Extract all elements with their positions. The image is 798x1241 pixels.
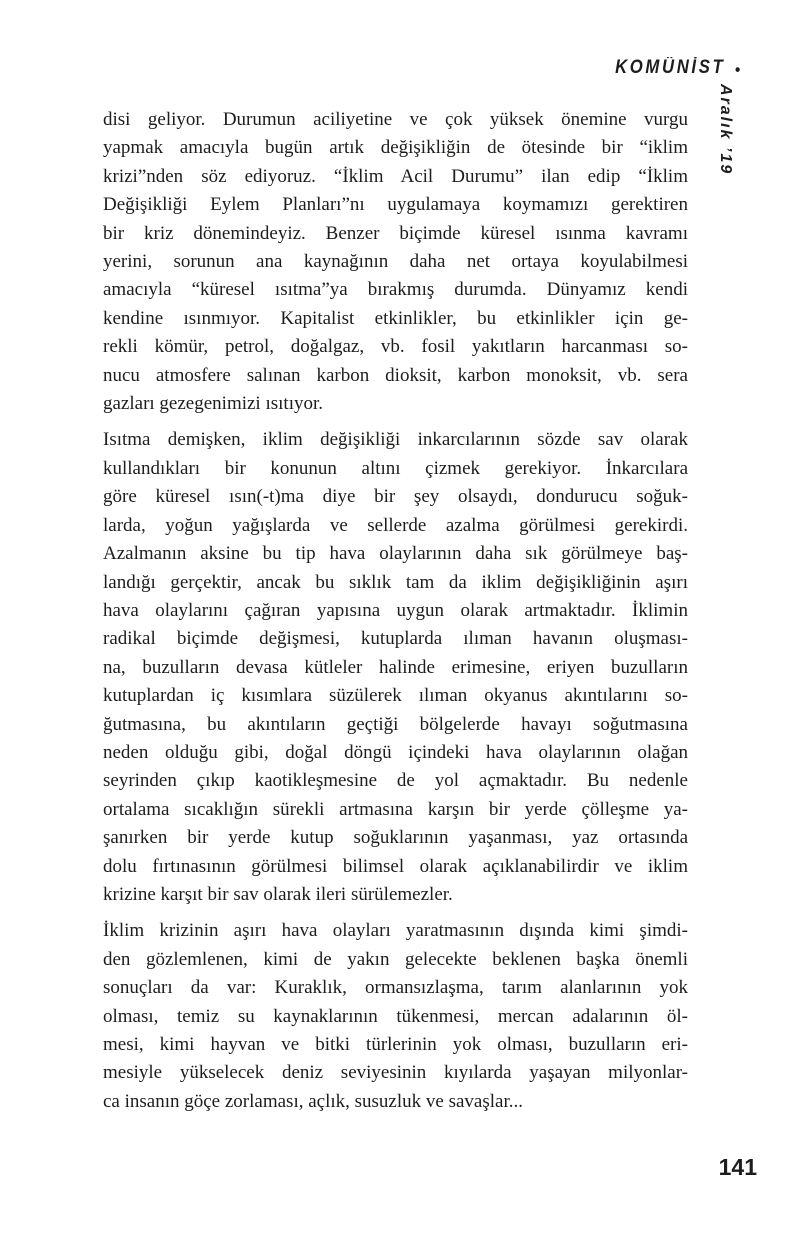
text-line: Isıtma demişken, iklim değişikliği inkarcılarının sözde sav olarak (103, 429, 688, 451)
text-line: bir kriz dönemindeyiz. Benzer biçimde küresel ısınma kavramı (103, 222, 688, 244)
paragraph (103, 917, 688, 1116)
page-number: 141 (718, 1154, 757, 1180)
text-line: na, buzulların devasa kütleler halinde erimesine, eriyen buzulların (103, 656, 688, 678)
issue-date-vertical: Aralık ’19 (717, 84, 734, 176)
text-line: nucu atmosfere salınan karbon dioksit, karbon monoksit, vb. sera (103, 364, 688, 386)
text-line: amacıyla “küresel ısıtma”ya bırakmış durumda. Dünyamız kendi (103, 279, 688, 301)
paragraph (103, 106, 688, 418)
text-line: den gözlemlenen, kimi de yakın gelecekte beklenen başka önemli (103, 948, 688, 970)
text-line: krizi”nden söz ediyoruz. “İklim Acil Durumu” ilan edip “İklim (103, 165, 688, 187)
magazine-title: KOMÜNİST (614, 57, 726, 78)
text-line: yapmak amacıyla bugün artık değişikliğin de ötesinde bir “iklim (103, 137, 688, 159)
text-line: olması, temiz su kaynaklarının tükenmesi, mercan adalarının öl- (103, 1005, 688, 1027)
text-line: kullandıkları bir konunun altını çizmek gerekiyor. İnkarcılara (103, 457, 688, 479)
text-line: mesi, kimi hayvan ve bitki türlerinin yok olması, buzulların eri- (103, 1034, 688, 1055)
text-line: dolu fırtınasının görülmesi bilimsel olarak açıklanabilirdir ve iklim (103, 855, 688, 877)
text-line: larda, yoğun yağışlarda ve sellerde azalma görülmesi gerekirdi. (103, 514, 688, 536)
text-line: Değişikliği Eylem Planları”nı uygulamaya koymamızı gerektiren (103, 194, 688, 216)
text-line: krizine karşıt bir sav olarak ileri sürülemezler. (103, 883, 453, 905)
text-line: neden olduğu gibi, doğal döngü içindeki hava olaylarının olağan (103, 741, 688, 763)
text-line: kutuplardan iç kısımlara süzülerek ılıman okyanus akıntılarını so- (103, 685, 688, 707)
text-line: sonuçları da var: Kuraklık, ormansızlaşma, tarım alanlarının yok (103, 977, 688, 999)
text-line: gazları gezegenimizi ısıtıyor. (103, 393, 324, 415)
text-line: şanırken bir yerde kutup soğuklarının yaşanması, yaz ortasında (103, 827, 688, 849)
text-line: rekli kömür, petrol, doğalgaz, vb. fosil yakıtların harcanması so- (103, 336, 688, 358)
text-line: yerini, sorunun ana kaynağının daha net ortaya koyulabilmesi (103, 251, 688, 273)
paragraph (103, 426, 688, 909)
article-body (103, 106, 688, 1116)
text-line: kendine ısınmıyor. Kapitalist etkinlikler, bu etkinlikler için ge- (103, 307, 688, 329)
running-header (615, 57, 740, 79)
header-bullet-icon: • (734, 59, 740, 79)
text-line: radikal biçimde değişmesi, kutuplarda ılıman havanın oluşması- (103, 628, 688, 650)
text-line: ca insanın göçe zorlaması, açlık, susuzluk ve savaşlar... (103, 1090, 523, 1112)
text-line: landığı gerçektir, ancak bu sıklık tam da iklim değişikliğinin aşırı (103, 571, 688, 593)
text-line: seyrinden çıkıp kaotikleşmesine de yol açmaktadır. Bu nedenle (103, 770, 688, 792)
text-line: mesiyle yükselecek deniz seviyesinin kıyılarda yaşayan milyonlar- (103, 1062, 688, 1084)
text-line: disi geliyor. Durumun aciliyetine ve çok yüksek önemine vurgu (103, 109, 688, 130)
text-line: ğutmasına, bu akıntıların geçtiği bölgelerde havayı soğutmasına (103, 713, 688, 735)
text-line: hava olaylarını çağıran yapısına uygun olarak artmaktadır. İklimin (103, 599, 688, 621)
text-line: ortalama sıcaklığın sürekli artmasına karşın bir yerde çölleşme ya- (103, 798, 688, 820)
text-line: Azalmanın aksine bu tip hava olaylarının daha sık görülmeye baş- (103, 543, 688, 565)
text-line: İklim krizinin aşırı hava olayları yaratmasının dışında kimi şimdi- (103, 920, 688, 942)
text-line: göre küresel ısın(-t)ma diye bir şey olsaydı, dondurucu soğuk- (103, 486, 688, 508)
